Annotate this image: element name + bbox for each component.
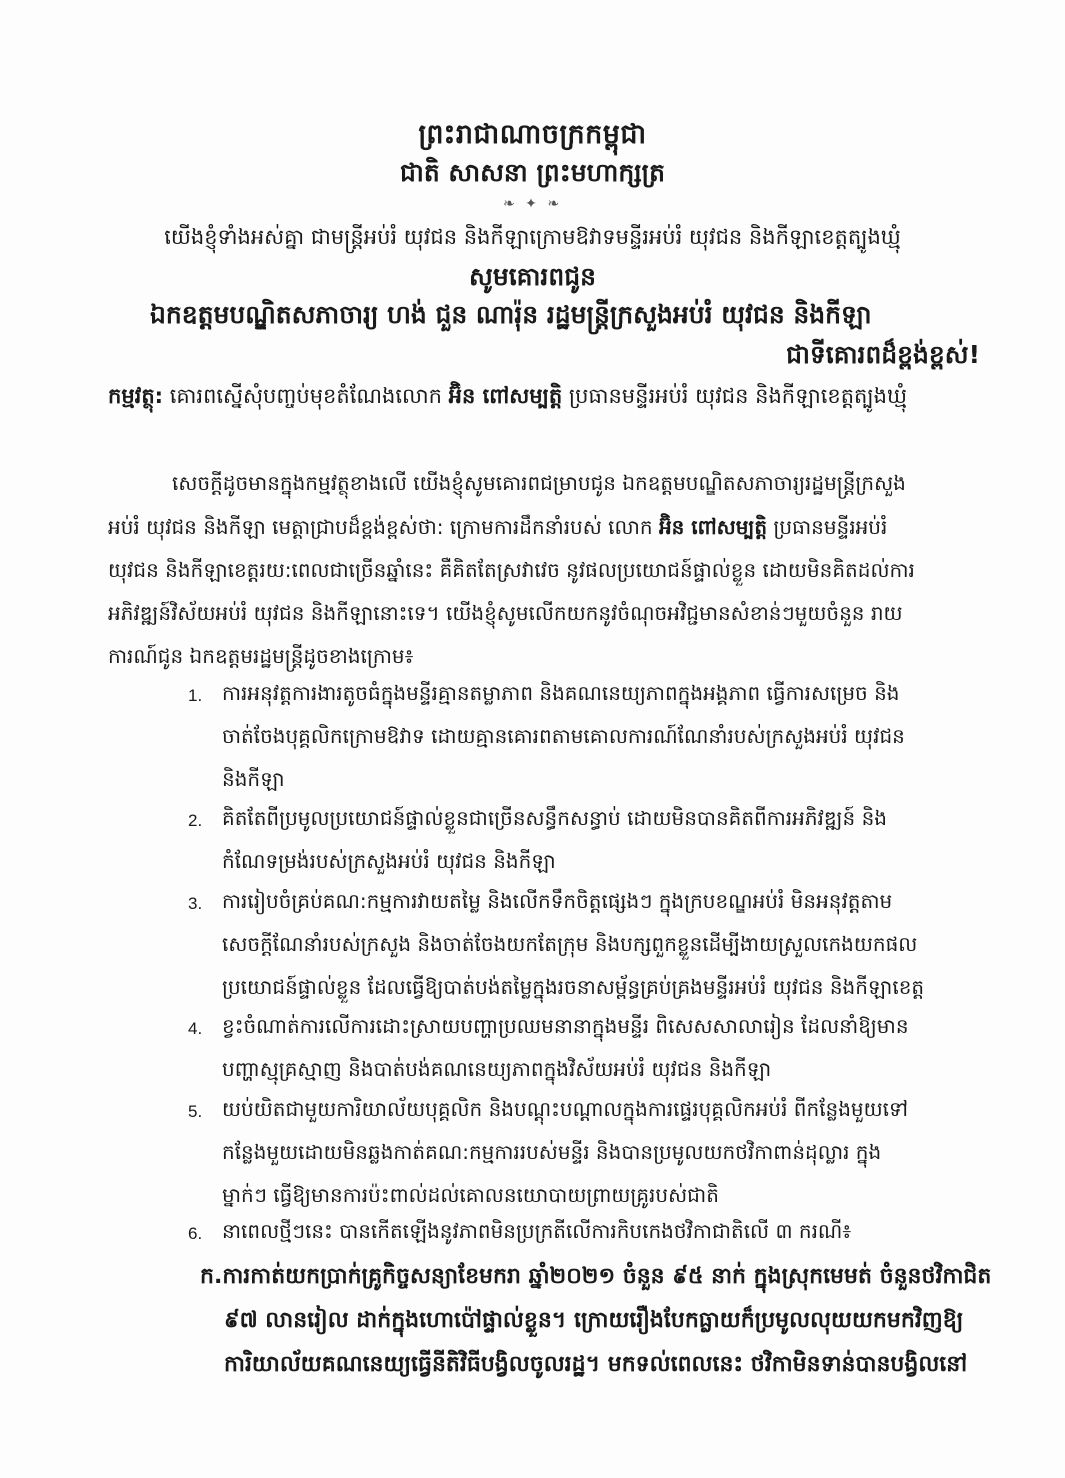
- list-item-line: និងកីឡា: [222, 767, 285, 791]
- list-item-number: 4.: [188, 1019, 203, 1038]
- list-item-line: ការអនុវត្តការងារតូចធំក្នុងមន្ទីរគ្មានតម្លាភាព និងគណនេយ្យភាពក្នុងអង្គភាព ធ្វើការសម្រេច និង: [222, 681, 900, 705]
- list-item-line: គិតតែពីប្រមូលប្រយោជន៍ផ្ទាល់ខ្លួនជាច្រើនសន្ធឹកសន្ធាប់ ដោយមិនបានគិតពីការអភិវឌ្ឍន៍ និង: [222, 806, 887, 830]
- list-item-line: ប្រយោជន៍ផ្ទាល់ខ្លួន ដែលធ្វើឱ្យបាត់បង់តម្លៃក្នុងរចនាសម្ព័ន្ធគ្រប់គ្រងមន្ទីរអប់រំ យុវជន និងកីឡាខេត្ត: [222, 975, 925, 999]
- list-item-number: 3.: [188, 894, 203, 913]
- subject-label: កម្មវត្ថុ:: [108, 384, 164, 408]
- subject-text-before: គោរពស្នើសុំបញ្ចប់មុខតំណែងលោក: [163, 384, 449, 408]
- body-person-name: អ៊ិន ពៅសម្បត្តិ: [658, 515, 768, 539]
- subitem-line: ៩៧ លានរៀល ដាក់ក្នុងហោប៉ៅផ្ទាល់ខ្លួន។ ក្រោយរឿងបែកធ្លាយក៏ប្រមូលលុយយកមកវិញឱ្យ: [224, 1308, 964, 1333]
- recipient-line: ឯកឧត្តមបណ្ឌិតសភាចារ្យ ហង់ ជួន ណារ៉ុន រដ្ឋមន្ត្រីក្រសួងអប់រំ យុវជន និងកីឡា: [150, 300, 872, 329]
- body-line-4: អភិវឌ្ឍន៍វិស័យអប់រំ យុវជន និងកីឡានោះទេ។ យើងខ្ញុំសូមលើកយកនូវចំណុចអវិជ្ជមានសំខាន់ៗមួយចំនួន រាយ: [108, 601, 903, 625]
- body-line-1: សេចក្តីដូចមានក្នុងកម្មវត្ថុខាងលើ យើងខ្ញុំសូមគោរពជម្រាបជូន ឯកឧត្តមបណ្ឌិតសភាចារ្យរដ្ឋមន្ត្រីក្រសួង: [172, 471, 906, 495]
- body-line-2-before: អប់រំ យុវជន និងកីឡា មេត្តាជ្រាបដ៏ខ្ពង់ខ្ពស់ថា: ក្រោមការដឹកនាំរបស់ លោក: [108, 515, 659, 539]
- list-item-line: កន្លែងមួយដោយមិនឆ្លងកាត់គណ:កម្មការរបស់មន្ទីរ និងបានប្រមូលយកថវិកាពាន់ដុល្លារ ក្នុង: [222, 1140, 882, 1164]
- list-item-line: ខ្វះចំណាត់ការលើការដោះស្រាយបញ្ហាប្រឈមនានាក្នុងមន្ទីរ ពិសេសសាលារៀន ដែលនាំឱ្យមាន: [222, 1014, 909, 1038]
- body-line-3: យុវជន និងកីឡាខេត្តរយ:ពេលជាច្រើនឆ្នាំនេះ គឺគិតតែស្រវាវេច នូវផលប្រយោជន៍ផ្ទាល់ខ្លួន ដោយមិនគិតដល់ការ: [108, 558, 915, 582]
- list-item-line: សេចក្តីណែនាំរបស់ក្រសួង និងចាត់ចែងយកតែក្រុម និងបក្សពួកខ្លួនដើម្បីងាយស្រួលកេងយកផល: [222, 932, 918, 956]
- list-item-line: ចាត់ចែងបុគ្គលិកក្រោមឱវាទ ដោយគ្មានគោរពតាមគោលការណ៍ណែនាំរបស់ក្រសួងអប់រំ យុវជន: [222, 724, 905, 748]
- list-item-line: ម្នាក់ៗ ធ្វើឱ្យមានការប៉ះពាល់ដល់គោលនយោបាយព្រាយគ្រូរបស់ជាតិ: [222, 1183, 719, 1207]
- list-item-number: 6.: [188, 1224, 203, 1243]
- list-item-number: 2.: [188, 811, 203, 830]
- list-item-number: 1.: [188, 686, 203, 705]
- recipient-honorific: ជាទីគោរពដ៏ខ្ពង់ខ្ពស់!: [786, 340, 980, 369]
- subitem-line: ការិយាល័យគណនេយ្យធ្វើនីតិវិធីបង្វិលចូលរដ្ឋ។ មកទល់ពេលនេះ ថវិកាមិនទាន់បានបង្វិលនៅ: [224, 1352, 968, 1377]
- list-item-line: នាពេលថ្មីៗនេះ បានកើតឡើងនូវភាពមិនប្រក្រតីលើការកិបកេងថវិកាជាតិលើ ៣ ករណី៖: [222, 1219, 852, 1243]
- list-item-line: ការរៀបចំគ្រប់គណ:កម្មការវាយតម្លៃ និងលើកទឹកចិត្តផ្សេងៗ ក្នុងក្របខណ្ឌអប់រំ មិនអនុវត្តតាម: [222, 889, 893, 913]
- body-line-2: [108, 514, 988, 544]
- list-item-number: 5.: [188, 1102, 203, 1121]
- kingdom-heading: ព្រះរាជាណាចក្រកម្ពុជា: [418, 119, 647, 150]
- body-line-2-after: ប្រធានមន្ទីរអប់រំ: [767, 515, 888, 539]
- subitem-line: ក.ការកាត់យកប្រាក់គ្រូកិច្ចសន្យាខែមករា ឆ្នាំ២០២១ ចំនួន ៩៥ នាក់ ក្នុងស្រុកមេមត់ ចំនួនថវិកាជិត: [200, 1264, 992, 1289]
- respectfully-to: សូមគោរពជូន: [469, 262, 596, 291]
- list-item-line: បញ្ហាស្មុគ្រស្មាញ និងបាត់បង់គណនេយ្យភាពក្នុងវិស័យអប់រំ យុវជន និងកីឡា: [222, 1057, 772, 1081]
- subject-person-name: អ៊ិន ពៅសម្បត្តិ: [448, 384, 563, 408]
- senders-line: យើងខ្ញុំទាំងអស់គ្នា ជាមន្ត្រីអប់រំ យុវជន និងកីឡាក្រោមឱវាទមន្ទីរអប់រំ យុវជន និងកីឡាខេត្តត្បូងឃ្មុំ: [164, 225, 901, 249]
- national-motto: ជាតិ សាសនា ព្រះមហាក្សត្រ: [400, 158, 665, 187]
- list-item-line: យប់យិតជាមួយការិយាល័យបុគ្គលិក និងបណ្តុះបណ្តាលក្នុងការផ្ទេរបុគ្គលិកអប់រំ ពីកន្លែងមួយទៅ: [222, 1097, 909, 1121]
- list-item-line: កំណែទម្រង់របស់ក្រសួងអប់រំ យុវជន និងកីឡា: [222, 849, 556, 873]
- ornament-divider-icon: ❧ ✦ ❧: [502, 196, 563, 212]
- subject-text-after: ប្រធានមន្ទីរអប់រំ យុវជន និងកីឡាខេត្តត្បូងឃ្មុំ: [562, 384, 907, 408]
- subject-line: [108, 383, 907, 414]
- body-line-5: ការណ៍ជូន ឯកឧត្តមរដ្ឋមន្ត្រីដូចខាងក្រោម៖: [108, 644, 414, 668]
